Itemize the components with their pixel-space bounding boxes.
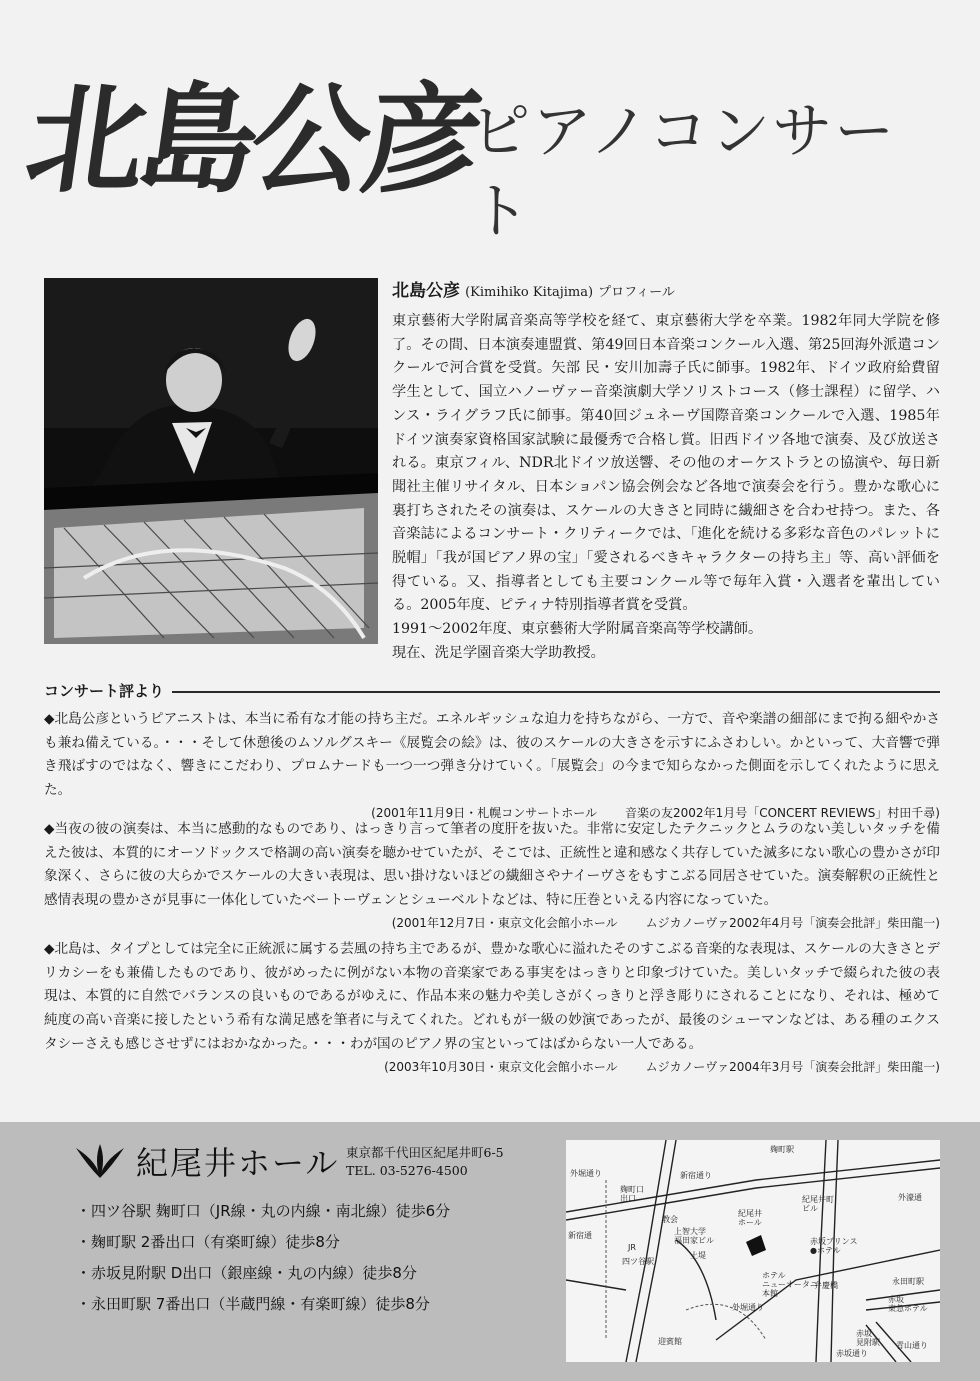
reviews-heading bbox=[44, 680, 940, 702]
map-label: 赤坂通り bbox=[836, 1349, 868, 1358]
map-label: ホテルニューオータニ本館 bbox=[762, 1271, 818, 1298]
map-label: 新宿通り bbox=[680, 1171, 712, 1180]
profile-name: 北島公彦 bbox=[392, 281, 460, 301]
title-subtitle: ピアノコンサート bbox=[470, 97, 897, 247]
profile-paragraph: 1991～2002年度、東京藝術大学附属音楽高等学校講師。 bbox=[392, 621, 763, 638]
pianist-name-calligraphy: 北島公彦 bbox=[18, 70, 486, 209]
review-item bbox=[44, 708, 940, 823]
review-source: ムジカノーヴァ2004年3月号「演奏会批評」柴田龍一) bbox=[645, 1059, 940, 1074]
kioi-hall-logo-icon bbox=[72, 1142, 128, 1182]
review-item bbox=[44, 938, 940, 1077]
review-event: (2001年12月7日・東京文化会館小ホール bbox=[391, 915, 618, 930]
access-item: ・ 四ツ谷駅 麹町口（JR線・丸の内線・南北線）徒歩6分 bbox=[76, 1196, 450, 1227]
profile-paragraph: 現在、洗足学園音楽大学助教授。 bbox=[392, 644, 605, 661]
review-event: (2001年11月9日・札幌コンサートホール bbox=[371, 805, 598, 820]
hall-address-block bbox=[346, 1144, 504, 1180]
map-label: 赤坂プリンス●ホテル bbox=[810, 1237, 858, 1255]
concert-title bbox=[18, 40, 958, 247]
profile-label: プロフィール bbox=[598, 285, 675, 300]
access-item: ・ 赤坂見附駅 D出口（銀座線・丸の内線）徒歩8分 bbox=[76, 1258, 450, 1289]
hall-address: 東京都千代田区紀尾井町6-5 bbox=[346, 1145, 504, 1160]
map-label: 新宿通 bbox=[568, 1231, 592, 1240]
access-map bbox=[566, 1140, 940, 1362]
heading-rule bbox=[44, 691, 940, 693]
access-list bbox=[76, 1196, 450, 1320]
pianist-photo bbox=[44, 278, 378, 644]
hall-name: 紀尾井ホール bbox=[136, 1144, 340, 1182]
map-label: 土堤 bbox=[690, 1251, 706, 1260]
map-label: 赤坂見附駅 bbox=[856, 1329, 880, 1347]
venue-footer bbox=[0, 1122, 980, 1381]
review-item bbox=[44, 818, 940, 933]
map-label: 青山通り bbox=[896, 1341, 928, 1350]
profile-paragraph: 東京藝術大学附属音楽高等学校を経て、東京藝術大学を卒業。1982年同大学院を修了。その間、日本演奏連盟賞、第49回日本音楽コンクール入選、第25回海外派遣コンクールで河合賞を受賞。矢部 民・安川加壽子氏に師事。1982年、ドイツ政府給費留学生として、国立ハノーヴァー音楽演劇大学ソリストコース（修士課程）に留学、ハンス・ライグラフ氏に師事。第40回ジュネーヴ国際音楽コンクールで入選、1985年ドイツ演奏家資格国家試験に最優秀で合格し賞。旧西ドイツ各地で演奏、及び放送される。東京フィル、NDR北ドイツ放送響、その他のオーケストラとの協演や、毎日新聞社主催リサイタル、日本ショパン協会例会など各地で演奏会を行う。豊かな歌心に裏打ちされたその演奏は、スケールの大きさと同時に繊細さを合わせ持つ。また、各音楽誌によるコンサート・クリティークでは、「進化を続ける多彩な音色のパレットに脱帽」「我が国ピアノ界の宝」「愛されるべきキャラクターの持ち主」等、高い評価を得ている。又、指導者としても主要コンクール等で毎年入賞・入選者を輩出している。2005年度、ピティナ特別指導者賞を受賞。 bbox=[392, 313, 940, 614]
map-label: 麹町口出口 bbox=[620, 1185, 644, 1203]
review-text: ◆北島公彦というピアニストは、本当に希有な才能の持ち主だ。エネルギッシュな迫力を持ちながら、一方で、音や楽譜の細部にまで拘る細やかさも兼ね備えている。・・・そして休憩後のムソルグスキー《展覧会の絵》は、彼のスケールの大きさを示すにふさわしい。かといって、大音響で弾き飛ばすのではなく、響きにこだわり、プロムナードも一つ一つ弾き分けていく。「展覧会」の今まで知らなかった側面を示してくれたように思えた。 bbox=[44, 711, 940, 799]
profile-name-en: (Kimihiko Kitajima) bbox=[465, 285, 594, 300]
map-label: JR bbox=[628, 1243, 636, 1252]
map-label: 上智大学福田家ビル bbox=[674, 1227, 714, 1245]
map-label: 赤坂東急ホテル bbox=[888, 1295, 928, 1313]
map-label: 教会 bbox=[662, 1215, 678, 1224]
map-label: 外堀通り bbox=[570, 1169, 602, 1178]
map-label: 外濠通 bbox=[898, 1193, 922, 1202]
map-label: 四ツ谷駅 bbox=[622, 1257, 654, 1266]
map-label: 紀尾井町ビル bbox=[802, 1195, 834, 1213]
map-label: 麹町駅 bbox=[770, 1145, 794, 1154]
review-event: (2003年10月30日・東京文化会館小ホール bbox=[384, 1059, 618, 1074]
reviews-heading-text: コンサート評より bbox=[44, 680, 172, 701]
hall-tel: TEL. 03-5276-4500 bbox=[346, 1163, 468, 1178]
map-label: 迎賓館 bbox=[658, 1337, 682, 1346]
review-source-line bbox=[44, 1057, 940, 1077]
map-label: 紀尾井ホール bbox=[738, 1209, 762, 1227]
access-item: ・ 永田町駅 7番出口（半蔵門線・有楽町線）徒歩8分 bbox=[76, 1289, 450, 1320]
review-text: ◆当夜の彼の演奏は、本当に感動的なものであり、はっきり言って筆者の度肝を抜いた。非常に安定したテクニックとムラのない美しいタッチを備えた彼は、本質的にオーソドックスで格調の高い演奏を聴かせていたが、そこでは、正統性と違和感なく共存していた滅多にない歌心の豊かさが印象深く、さらに彼の大らかでスケールの大きい表現は、思い掛けないほどの繊細さやナイーヴさをもすこぶる同居させていた。演奏解釈の正統性と感情表現の豊かさが見事に一体化していたベートーヴェンとシューベルトなどは、特に圧巻といえる内容になっていた。 bbox=[44, 821, 940, 909]
profile-body bbox=[392, 310, 940, 666]
review-source: 音楽の友2002年1月号「CONCERT REVIEWS」村田千尋) bbox=[625, 805, 940, 820]
profile-heading bbox=[392, 276, 675, 301]
map-label: 永田町駅 bbox=[892, 1277, 924, 1286]
review-text: ◆北島は、タイプとしては完全に正統派に属する芸風の持ち主であるが、豊かな歌心に溢れたそのすこぶる音楽的な表現は、スケールの大きさとデリカシーをも兼備したものであり、彼がめったに例がない本物の音楽家である事実をはっきりと印象づけていた。美しいタッチで綴られた彼の表現は、本質的に自然でバランスの良いものであるがゆえに、作品本来の魅力や美しさがくっきりと浮き彫りにされることになり、それは、極めて純度の高い音楽に接したという希有な満足感を筆者に与えてくれた。どれもが一級の妙演であったが、最後のシューマンなどは、ある種のエクスタシーさえも感じさせずにはおかなかった。・・・わが国のピアノ界の宝といってはばからない一人である。 bbox=[44, 941, 940, 1052]
map-label: 外堀通り bbox=[732, 1303, 764, 1312]
review-source-line bbox=[44, 913, 940, 933]
map-label: 弁慶橋 bbox=[814, 1281, 838, 1290]
review-source: ムジカノーヴァ2002年4月号「演奏会批評」柴田龍一) bbox=[645, 915, 940, 930]
access-item: ・ 麹町駅 2番出口（有楽町線）徒歩8分 bbox=[76, 1227, 450, 1258]
